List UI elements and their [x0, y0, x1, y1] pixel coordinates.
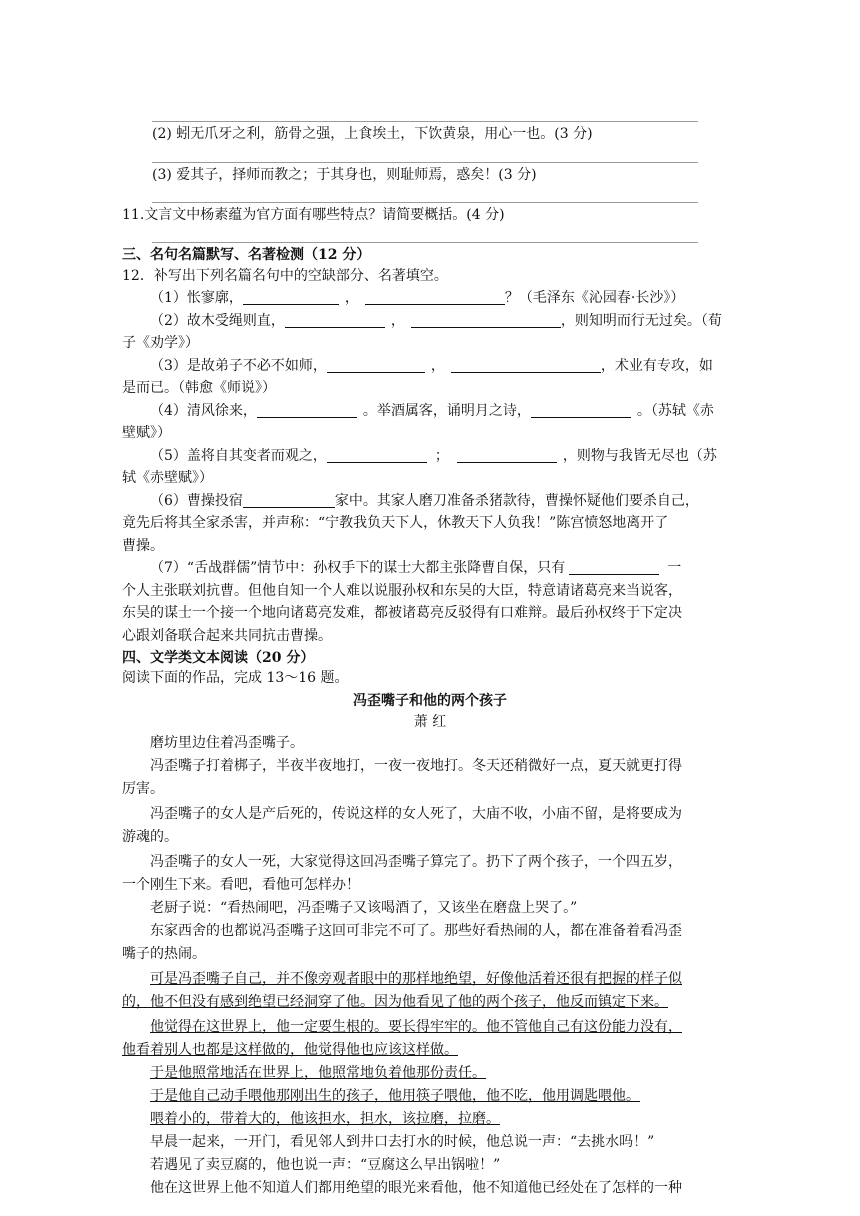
fill-item-4-cont: 壁赋》）	[122, 425, 171, 441]
fill-item-3: （3）是故弟子不必不如师， ， ，术业有专攻，如	[150, 358, 713, 374]
fill-blank[interactable]	[327, 358, 425, 373]
fill-item-6-cont: 曹操。	[122, 538, 164, 554]
section-3-heading: 三、名句名篇默写、名著检测（12 分）	[122, 247, 371, 263]
fill-item-7-cont: 个人主张联刘抗曹。但他自知一个人难以说服孙权和东吴的大臣，特意请诸葛亮来当说客，	[122, 583, 682, 599]
fill-item-3-cont: 是而已。（韩愈《师说》）	[122, 380, 276, 396]
fill-blank[interactable]	[243, 290, 339, 305]
fill-blank[interactable]	[257, 403, 357, 418]
article-line: 一个刚生下来。看吧，看他可怎样办！	[122, 877, 360, 893]
fill-blank[interactable]	[365, 290, 505, 305]
fill-item-1: （1）怅寥廓， ， ？（毛泽东《沁园春·长沙》）	[150, 290, 685, 306]
article-line: 厉害。	[122, 781, 164, 797]
article-line: 冯歪嘴子的女人一死，大家觉得这回冯歪嘴子算完了。扔下了两个孩子，一个四五岁，	[150, 854, 682, 870]
article-line-underlined: 喂着小的，带着大的，他该担水，担水，该拉磨，拉磨。	[150, 1111, 500, 1127]
article-line: 冯歪嘴子的女人是产后死的，传说这样的女人死了，大庙不收，小庙不留，是将要成为	[150, 806, 682, 822]
article-line: 嘴子的热闹。	[122, 946, 206, 962]
fill-blank[interactable]	[451, 358, 601, 373]
answer-line[interactable]	[152, 162, 698, 163]
article-line: 他在这世界上他不知道人们都用绝望的眼光来看他，他不知道他已经处在了怎样的一种	[150, 1180, 682, 1196]
answer-line[interactable]	[152, 242, 698, 243]
answer-line[interactable]	[152, 121, 698, 122]
article-line: 冯歪嘴子打着梆子，半夜半夜地打，一夜一夜地打。冬天还稍微好一点，夏天就更打得	[150, 758, 682, 774]
article-line: 游魂的。	[122, 829, 178, 845]
article-line-underlined: 于是他自己动手喂他那刚出生的孩子，他用筷子喂他，他不吃，他用调匙喂他。	[150, 1088, 640, 1104]
q10-item-2: (2) 蚓无爪牙之利，筋骨之强，上食埃土，下饮黄泉，用心一也。(3 分)	[152, 126, 593, 142]
article-line: 若遇见了卖豆腐的，他也说一声：“豆腐这么早出锅啦！”	[150, 1157, 501, 1173]
fill-blank[interactable]	[531, 403, 631, 418]
fill-item-4: （4）清风徐来， 。举酒属客，诵明月之诗， 。（苏轼《赤	[150, 403, 714, 419]
fill-item-6: （6）曹操投宿 家中。其家人磨刀准备杀猪款待，曹操怀疑他们要杀自己，	[150, 493, 699, 509]
fill-item-2-cont: 子《劝学》）	[122, 335, 199, 351]
fill-item-7-cont: 心跟刘备联合起来共同抗击曹操。	[122, 628, 332, 644]
article-line: 磨坊里边住着冯歪嘴子。	[150, 735, 304, 751]
article-line-underlined: 可是冯歪嘴子自己，并不像旁观者眼中的那样地绝望，好像他活着还很有把握的样子似	[150, 971, 682, 987]
question-12: 12．补写出下列名篇名句中的空缺部分、名著填空。	[122, 268, 448, 284]
question-11: 11.文言文中杨素蕴为官方面有哪些特点？请简要概括。(4 分)	[122, 207, 505, 223]
fill-blank[interactable]	[285, 313, 385, 328]
fill-item-7-cont: 东吴的谋士一个接一个地向诸葛亮发难，都被诸葛亮反驳得有口难辩。最后孙权终于下定决	[122, 605, 682, 621]
fill-blank[interactable]	[327, 448, 427, 463]
article-line-underlined: 的，他不但没有感到绝望已经洞穿了他。因为他看见了他的两个孩子，他反而镇定下来。	[122, 994, 668, 1010]
fill-blank[interactable]	[569, 560, 659, 575]
article-line-underlined: 他觉得在这世界上，他一定要生根的。要长得牢牢的。他不管他自己有这份能力没有，	[150, 1019, 682, 1035]
article-line: 老厨子说：“看热闹吧，冯歪嘴子又该喝酒了，又该坐在磨盘上哭了。”	[150, 900, 578, 916]
article-author: 萧 红	[413, 714, 447, 730]
fill-item-5: （5）盖将自其变者而观之， ； ，则物与我皆无尽也（苏	[150, 448, 717, 464]
section-4-heading: 四、文学类文本阅读（20 分）	[122, 650, 315, 666]
fill-item-7: （7）“舌战群儒”情节中：孙权手下的谋士大都主张降曹自保，只有 一	[150, 560, 682, 576]
fill-blank[interactable]	[243, 493, 335, 508]
fill-item-5-cont: 轼《赤壁赋》）	[122, 470, 213, 486]
fill-item-6-cont: 竟先后将其全家杀害，并声称：“宁教我负天下人，休教天下人负我！”陈宫愤怒地离开了	[122, 515, 669, 531]
article-line: 早晨一起来，一开门，看见邻人到井口去打水的时候，他总说一声：“去挑水吗！”	[150, 1134, 655, 1150]
article-line-underlined: 于是他照常地活在世界上，他照常地负着他那份责任。	[150, 1065, 486, 1081]
article-line-underlined: 他看着别人也都是这样做的，他觉得他也应该这样做。	[122, 1042, 458, 1058]
reading-intro: 阅读下面的作品，完成 13～16 题。	[122, 670, 349, 686]
answer-line[interactable]	[152, 202, 698, 203]
fill-item-2: （2）故木受绳则直， ， ，则知明而行无过矣。（荀	[150, 313, 722, 329]
article-title: 冯歪嘴子和他的两个孩子	[353, 693, 507, 709]
fill-blank[interactable]	[457, 448, 557, 463]
q10-item-3: (3) 爱其子，择师而教之；于其身也，则耻师焉，惑矣！(3 分)	[152, 167, 537, 183]
article-line: 东家西舍的也都说冯歪嘴子这回可非完不可了。那些好看热闹的人，都在准备着看冯歪	[150, 923, 682, 939]
fill-blank[interactable]	[411, 313, 561, 328]
